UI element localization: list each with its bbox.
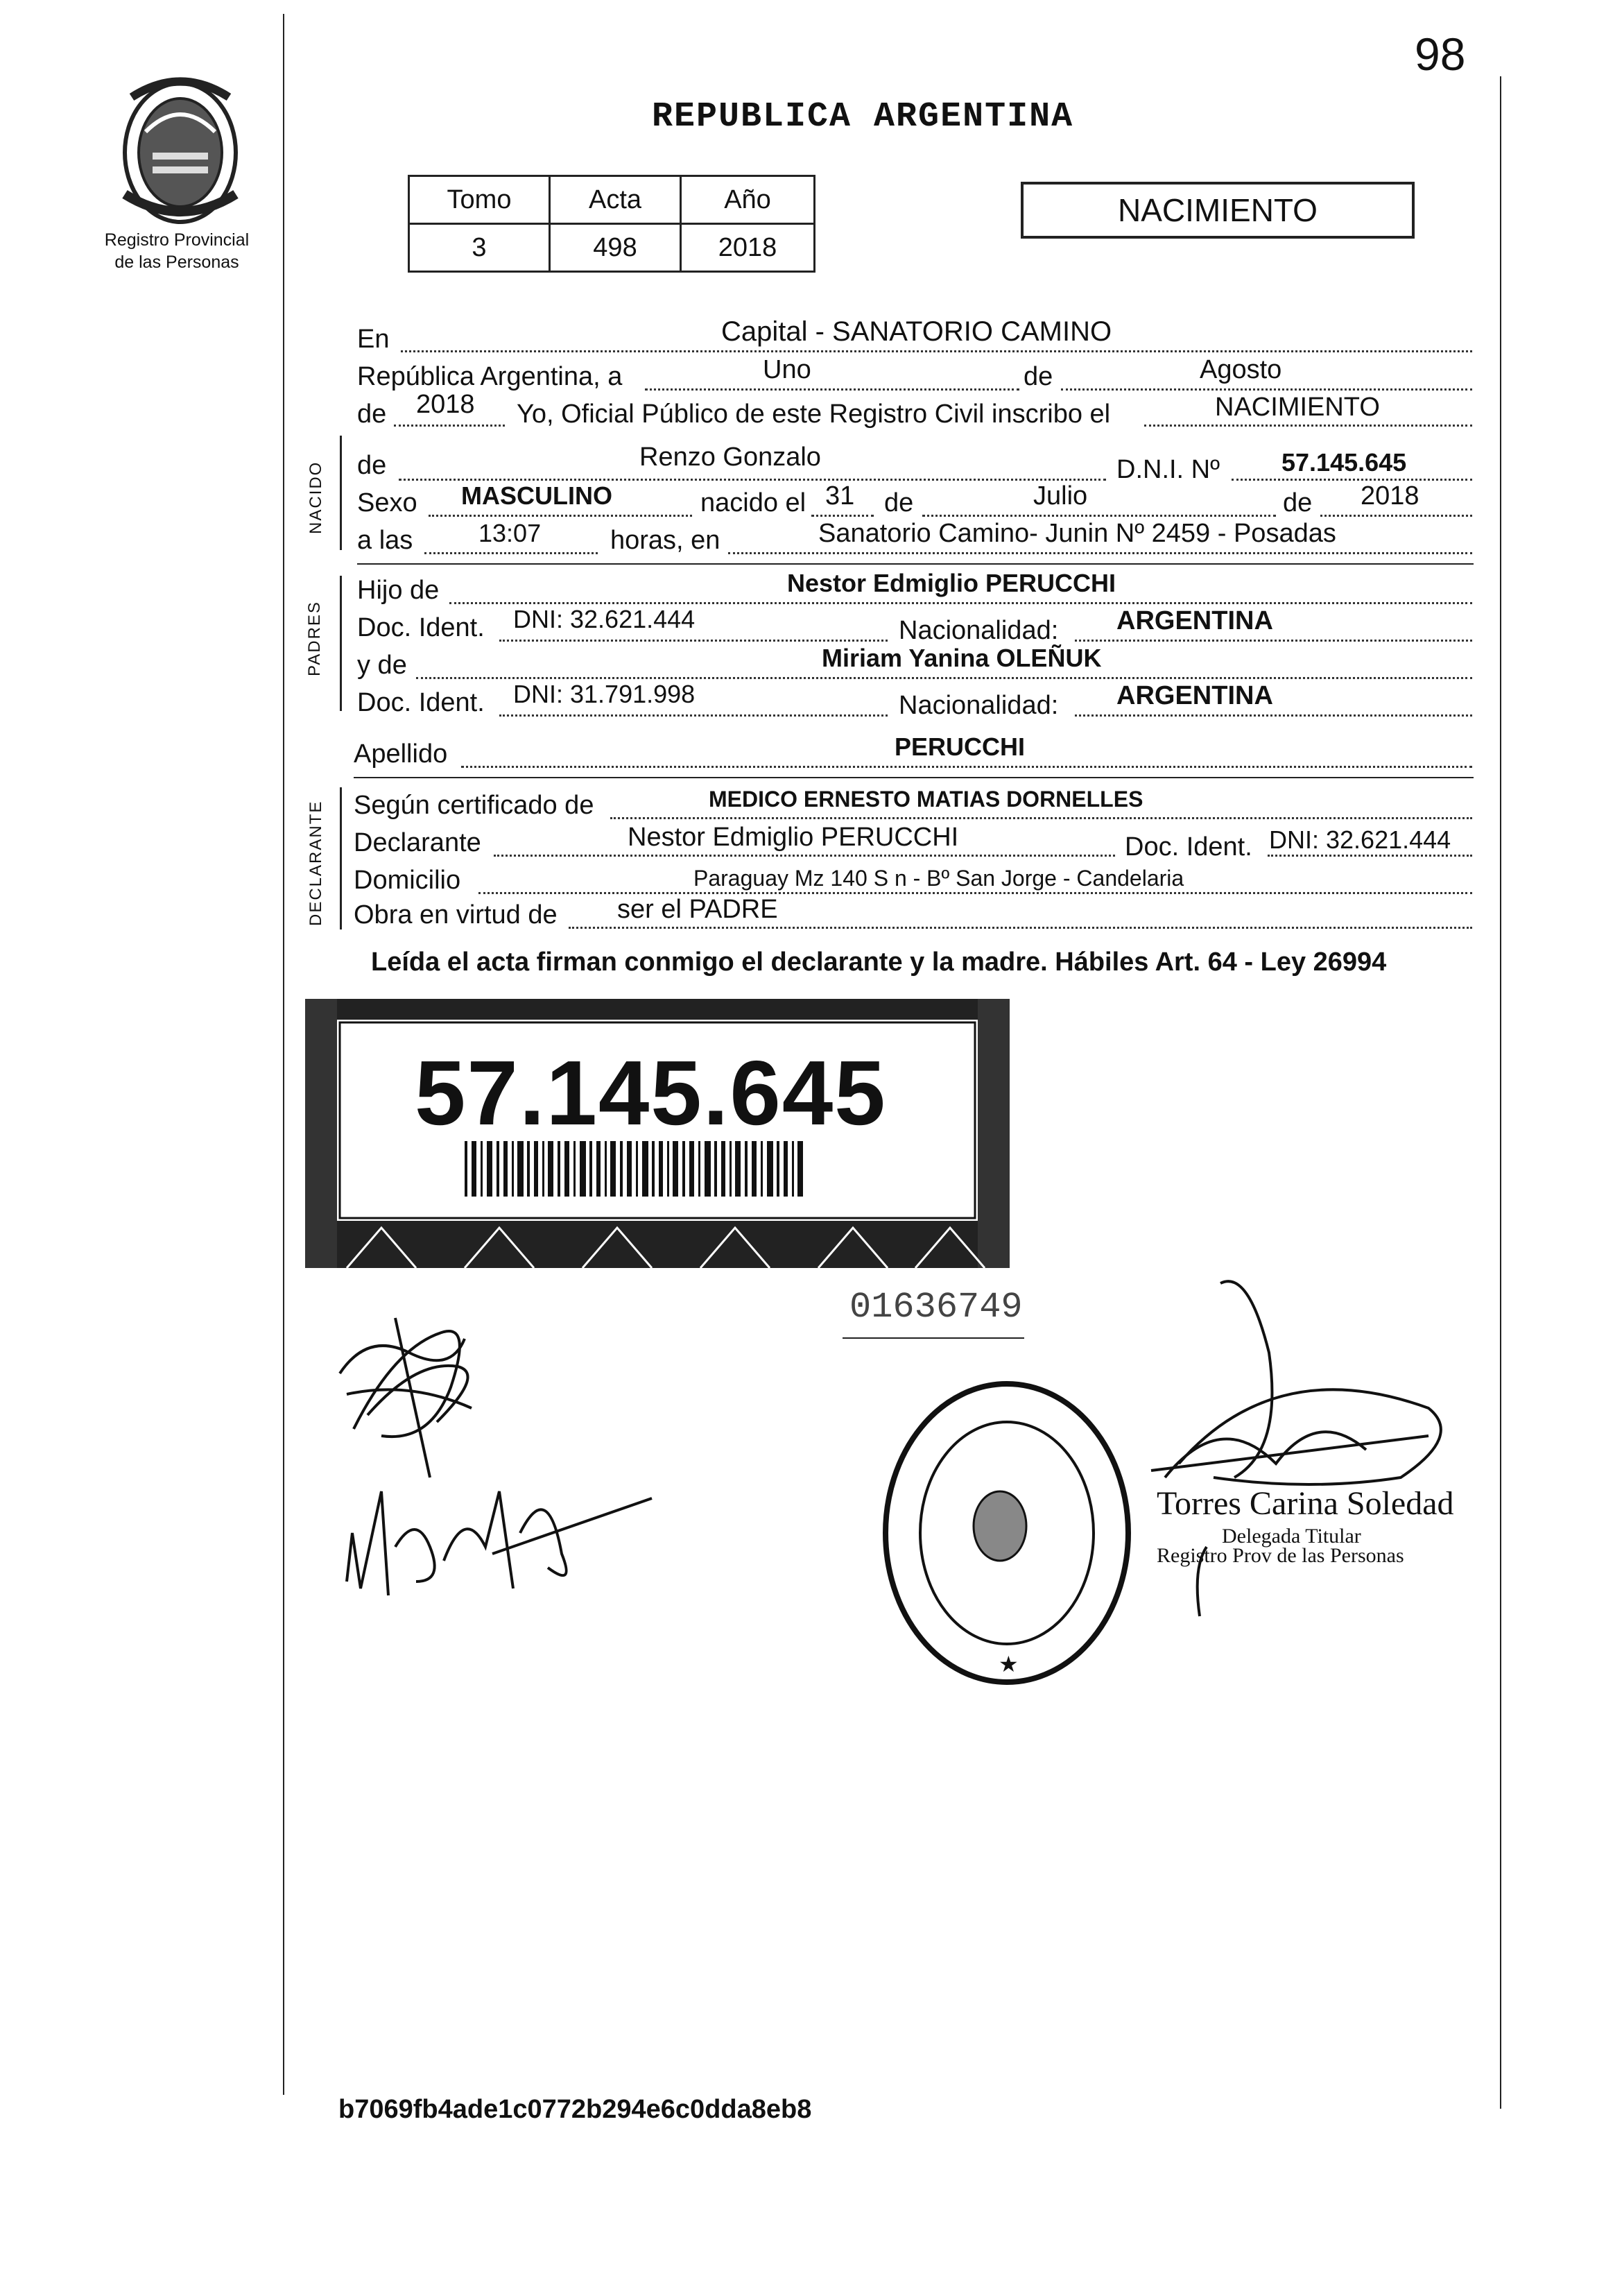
padres-bracket [340,576,342,711]
official-role: Delegada Titular [1222,1525,1361,1548]
father-doc-line [499,640,888,642]
domicilio-label: Domicilio [354,866,461,895]
de-child-label: de [357,451,387,480]
de-label: de [1024,362,1053,391]
horas-label: horas, en [610,526,720,555]
registered-value: NACIMIENTO [1215,393,1380,422]
nacido-bracket [340,436,342,550]
father-nat-line [1075,640,1472,642]
day-line [645,388,1019,391]
sex-value: MASCULINO [461,481,612,510]
de-year-label: de [357,400,387,429]
certificate-line [610,817,1472,819]
child-line [399,479,1106,481]
sex-line [429,515,692,517]
birth-month-line [922,515,1276,517]
mother-nat-line [1075,714,1472,717]
father-nationality: ARGENTINA [1116,606,1273,635]
control-number: 01636749 [849,1287,1023,1328]
divider-1 [357,563,1474,565]
child-dni-line [1232,479,1472,481]
father-doc: DNI: 32.621.444 [513,605,696,633]
birth-year-line [1320,515,1472,517]
mother-signature [340,1450,673,1634]
acta-header: Acta [550,176,681,224]
republica-label: República Argentina, a [357,362,623,391]
time-line [424,552,598,554]
misiones-logo [111,69,250,232]
declarant-doc-line [1268,855,1472,857]
oficial-text: Yo, Oficial Público de este Registro Civil inscribo el [517,400,1111,429]
mother-line [416,677,1472,679]
child-name: Renzo Gonzalo [639,443,821,472]
y-de-label: y de [357,651,407,680]
father-line [449,602,1472,604]
birth-place-line [728,552,1472,554]
surname-line [461,766,1472,768]
de-byear-label: de [1283,488,1313,517]
declarant-doc-label: Doc. Ident. [1125,832,1252,862]
left-margin-line [283,14,284,2095]
divider-2 [354,777,1474,778]
anio-header: Año [681,176,815,224]
en-label: En [357,325,390,354]
dni-security-label [305,999,1010,1268]
declarante-bracket [340,787,342,929]
sexo-label: Sexo [357,488,417,517]
a-las-label: a las [357,526,413,555]
father-name: Nestor Edmiglio PERUCCHI [787,569,1116,597]
capacity: ser el PADRE [617,895,778,924]
mother-nac-label: Nacionalidad: [899,691,1059,720]
month-line [1061,388,1472,391]
birth-day-line [811,515,874,517]
obra-label: Obra en virtud de [354,900,558,929]
declarant-doc: DNI: 32.621.444 [1269,825,1451,854]
birth-time: 13:07 [478,519,542,547]
anio-value: 2018 [681,224,815,272]
apellido-label: Apellido [354,739,448,769]
declarant-line [494,855,1115,857]
tomo-header: Tomo [409,176,550,224]
year-line [394,425,505,427]
dni-label: D.N.I. Nº [1116,455,1220,484]
address-line [478,892,1472,894]
registered-line [1144,425,1472,427]
registry-label: Registro Provincial de las Personas [104,230,250,272]
right-margin-line [1500,76,1501,2109]
surname: PERUCCHI [895,733,1026,761]
section-declarante: DECLARANTE [307,800,325,926]
nacido-el-label: nacido el [700,488,806,517]
official-signature [1137,1269,1463,1634]
address: Paraguay Mz 140 S n - Bº San Jorge - Candelaria [693,866,1184,891]
year-value: 2018 [416,390,475,419]
birth-month: Julio [1033,481,1088,511]
act-type-box: NACIMIENTO [1021,182,1415,239]
mother-nationality: ARGENTINA [1116,681,1273,710]
day-value: Uno [763,355,811,384]
document-hash: b7069fb4ade1c0772b294e6c0dda8eb8 [338,2095,812,2124]
section-padres: PADRES [305,601,324,676]
act-table [408,175,815,273]
child-dni: 57.145.645 [1281,448,1407,477]
declarante-label: Declarante [354,828,481,857]
dni-label-number: 57.145.645 [415,1042,887,1144]
certificado-label: Según certificado de [354,791,594,820]
place-value: Capital - SANATORIO CAMINO [721,316,1112,347]
mother-doc-line [499,714,888,717]
mother-doc-label: Doc. Ident. [357,688,485,717]
father-doc-label: Doc. Ident. [357,613,485,642]
de-month-label: de [884,488,914,517]
birth-place: Sanatorio Camino- Junin Nº 2459 - Posadas [818,519,1336,548]
certificate: MEDICO ERNESTO MATIAS DORNELLES [709,787,1143,812]
tomo-value: 3 [409,224,550,272]
father-nac-label: Nacionalidad: [899,616,1059,645]
official-name: Torres Carina Soledad [1157,1485,1454,1522]
capacity-line [569,927,1472,929]
month-value: Agosto [1200,355,1282,384]
birth-day: 31 [825,481,855,511]
acta-value: 498 [550,224,681,272]
page-number: 98 [1415,28,1466,80]
document-title: REPUBLICA ARGENTINA [652,97,1074,137]
control-underline [843,1337,1024,1339]
birth-year: 2018 [1361,481,1419,511]
mother-doc: DNI: 31.791.998 [513,680,696,708]
declarant: Nestor Edmiglio PERUCCHI [628,823,959,852]
official-office: Registro Prov de las Personas [1157,1544,1404,1567]
place-line [401,350,1472,352]
closing-text: Leída el acta firman conmigo el declarante y la madre. Hábiles Art. 64 - Ley 26994 [371,948,1387,977]
hijo-de-label: Hijo de [357,576,440,605]
mother-name: Miriam Yanina OLEÑUK [822,644,1102,672]
registry-stamp [875,1373,1139,1696]
section-nacido: NACIDO [307,461,325,534]
svg-text:★: ★ [999,1651,1019,1677]
